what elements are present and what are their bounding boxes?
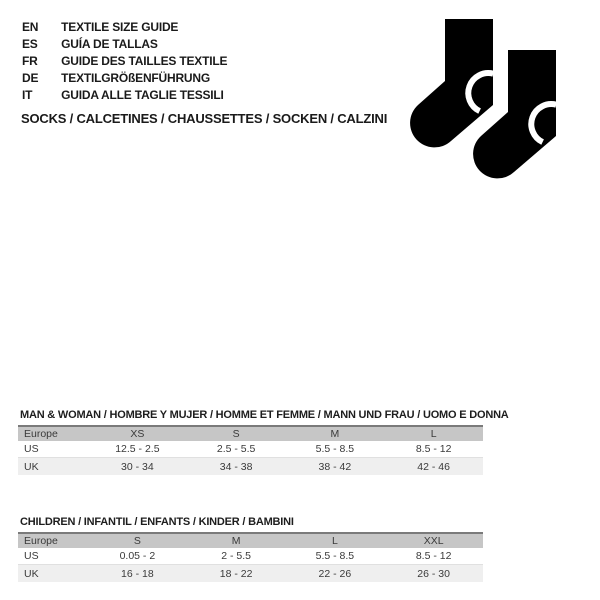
column-header-size: XXL — [423, 535, 444, 547]
language-code: FR — [22, 54, 38, 68]
language-row-it — [22, 87, 227, 104]
size-cell: 30 - 34 — [121, 460, 154, 473]
row-label: US — [24, 443, 39, 455]
language-label: TEXTILGRÖßENFÜHRUNG — [61, 71, 211, 85]
size-cell: 16 - 18 — [121, 567, 154, 580]
size-cell: 22 - 26 — [318, 567, 352, 580]
size-cell: 5.5 - 8.5 — [315, 443, 355, 455]
language-row-es — [22, 36, 227, 53]
row-label: UK — [24, 567, 39, 580]
column-header-size: XS — [130, 428, 145, 440]
size-table-grid — [18, 425, 483, 475]
column-header-size: S — [232, 428, 240, 440]
column-header-region: Europe — [24, 535, 58, 547]
table-row-us — [18, 441, 483, 458]
socks-icon — [400, 8, 580, 188]
size-cell: 26 - 30 — [417, 567, 450, 580]
language-row-de — [22, 70, 227, 87]
column-header-size: M — [231, 535, 241, 547]
column-header-size: L — [331, 535, 338, 547]
table-header-row — [18, 534, 483, 548]
language-code: DE — [22, 71, 39, 85]
table-row-us — [18, 548, 483, 565]
row-label: UK — [24, 460, 39, 473]
row-label: US — [24, 550, 39, 562]
size-cell: 12.5 - 2.5 — [115, 443, 160, 455]
size-cell: 34 - 38 — [219, 460, 253, 473]
language-label: GUIDE DES TAILLES TEXTILE — [61, 54, 228, 68]
language-label: GUIDA ALLE TAGLIE TESSILI — [61, 88, 224, 102]
size-table-man-woman — [18, 409, 509, 475]
language-code: ES — [22, 37, 38, 51]
language-row-fr — [22, 53, 227, 70]
size-cell: 5.5 - 8.5 — [315, 550, 355, 562]
table-title: MAN & WOMAN / HOMBRE Y MUJER / HOMME ET FEMME / MANN UND FRAU / UOMO E DONNA — [20, 409, 509, 421]
column-header-size: M — [330, 428, 340, 440]
table-title: CHILDREN / INFANTIL / ENFANTS / KINDER / BAMBINI — [20, 516, 294, 528]
size-cell: 0.05 - 2 — [119, 550, 156, 562]
size-cell: 2.5 - 5.5 — [216, 443, 256, 455]
language-list — [22, 19, 227, 104]
language-code: EN — [22, 20, 39, 34]
column-header-region: Europe — [24, 428, 58, 440]
table-row-uk — [18, 458, 483, 475]
table-header-row — [18, 427, 483, 441]
column-header-size: L — [430, 428, 437, 440]
size-cell: 38 - 42 — [318, 460, 352, 473]
size-cell: 8.5 - 12 — [415, 443, 452, 455]
size-cell: 42 - 46 — [417, 460, 450, 473]
language-label: GUÍA DE TALLAS — [61, 37, 158, 51]
size-table-grid — [18, 532, 483, 582]
size-cell: 18 - 22 — [219, 567, 253, 580]
size-table-children — [18, 517, 483, 582]
language-label: TEXTILE SIZE GUIDE — [61, 20, 179, 34]
table-row-uk — [18, 565, 483, 582]
language-row-en — [22, 19, 227, 36]
size-cell: 2 - 5.5 — [221, 550, 252, 562]
column-header-size: S — [133, 535, 141, 547]
language-code: IT — [22, 88, 33, 102]
category-title: SOCKS / CALCETINES / CHAUSSETTES / SOCKEN / CALZINI — [21, 111, 388, 126]
size-cell: 8.5 - 12 — [415, 550, 452, 562]
